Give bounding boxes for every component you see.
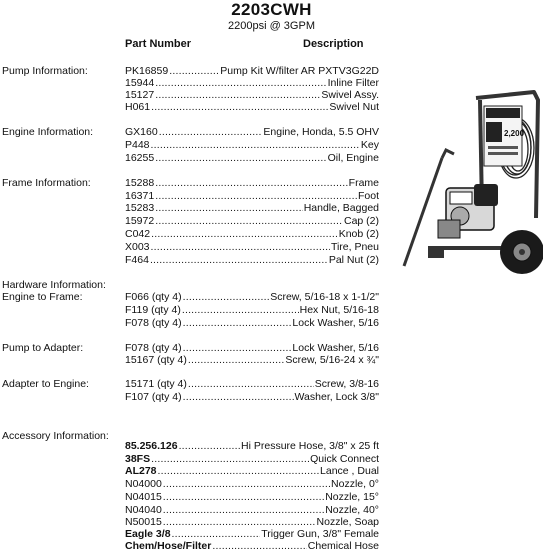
- leader-dots: [179, 440, 240, 453]
- leader-dots: [183, 291, 270, 304]
- part-description: Knob (2): [338, 228, 379, 240]
- leader-dots: [155, 177, 347, 190]
- leader-dots: [158, 465, 320, 478]
- leader-dots: [188, 354, 285, 367]
- part-number: PK16859: [125, 65, 169, 77]
- leader-dots: [155, 152, 326, 165]
- section-label-accessory: Accessory Information:: [2, 430, 109, 442]
- part-description: Pump Kit W/filter AR PXTV3G22D: [220, 65, 379, 77]
- leader-dots: [212, 540, 306, 553]
- leader-dots: [183, 391, 294, 404]
- part-number: 15171 (qty 4): [125, 378, 187, 390]
- part-number: 15944: [125, 77, 155, 89]
- part-number: F066 (qty 4): [125, 291, 182, 303]
- part-description: Cap (2): [343, 215, 379, 227]
- part-number: 85.256.126: [125, 440, 178, 452]
- part-number: Chem/Hose/Filter: [125, 540, 212, 552]
- parts-row: [125, 391, 379, 404]
- part-number: F078 (qty 4): [125, 342, 182, 354]
- parts-row: [125, 202, 379, 215]
- part-description: Nozzle, Soap: [316, 516, 379, 528]
- parts-row: [125, 491, 379, 504]
- leader-dots: [151, 139, 360, 152]
- part-description: Nozzle, 15°: [325, 491, 379, 503]
- part-description: Nozzle, 0°: [331, 478, 379, 490]
- pressure-washer-illustration: [398, 88, 543, 288]
- part-description: Screw, 3/8-16: [314, 378, 379, 390]
- part-number: 38FS: [125, 453, 151, 465]
- part-number: F107 (qty 4): [125, 391, 182, 403]
- part-description: Frame: [348, 177, 379, 189]
- column-header-part-number: Part Number: [125, 38, 192, 50]
- part-description: Screw, 5/16-18 x 1-1/2": [270, 291, 379, 303]
- part-number: N04015: [125, 491, 162, 503]
- part-description: Chemical Hose: [307, 540, 379, 552]
- section-label-frame: Frame Information:: [2, 177, 91, 189]
- leader-dots: [151, 241, 330, 254]
- parts-row: [125, 304, 379, 317]
- section-label-adapter-to-engine: Adapter to Engine:: [2, 378, 89, 390]
- parts-row: [125, 215, 379, 228]
- part-description: Hex Nut, 5/16-18: [299, 304, 379, 316]
- part-number: H061: [125, 101, 151, 113]
- part-description: Washer, Lock 3/8": [294, 391, 379, 403]
- parts-row: [125, 241, 379, 254]
- section-label-engine-to-frame: Engine to Frame:: [2, 291, 83, 303]
- part-description: Quick Connect: [310, 453, 379, 465]
- section-label-hardware: Hardware Information:: [2, 279, 106, 291]
- parts-row: [125, 126, 379, 139]
- part-number: GX160: [125, 126, 158, 138]
- leader-dots: [155, 215, 343, 228]
- parts-row: [125, 465, 379, 478]
- part-number: 15167 (qty 4): [125, 354, 187, 366]
- leader-dots: [163, 491, 324, 504]
- part-description: Nozzle, 40°: [325, 504, 379, 516]
- leader-dots: [188, 378, 314, 391]
- part-description: Lock Washer, 5/16: [292, 342, 379, 354]
- model-spec: 2200psi @ 3GPM: [228, 20, 315, 32]
- leader-dots: [163, 478, 330, 491]
- part-number: 15972: [125, 215, 155, 227]
- part-number: F119 (qty 4): [125, 304, 181, 316]
- part-number: F078 (qty 4): [125, 317, 182, 329]
- part-number: N50015: [125, 516, 162, 528]
- parts-row: [125, 540, 379, 553]
- part-number: 16255: [125, 152, 155, 164]
- part-number: N04040: [125, 504, 162, 516]
- leader-dots: [159, 126, 263, 139]
- decal-text: 2,200: [504, 129, 525, 138]
- column-header-description: Description: [303, 38, 364, 50]
- part-description: Hi Pressure Hose, 3/8" x 25 ft: [241, 440, 379, 452]
- parts-row: [125, 254, 379, 267]
- part-description: Lance , Dual: [320, 465, 379, 477]
- parts-row: [125, 440, 379, 453]
- part-description: Oil, Engine: [327, 152, 379, 164]
- parts-row: [125, 139, 379, 152]
- parts-row: [125, 177, 379, 190]
- leader-dots: [151, 228, 338, 241]
- part-number: P448: [125, 139, 150, 151]
- part-number: Eagle 3/8: [125, 528, 171, 540]
- part-number: N04000: [125, 478, 162, 490]
- part-number: X003: [125, 241, 150, 253]
- part-description: Pal Nut (2): [328, 254, 379, 266]
- part-number: C042: [125, 228, 151, 240]
- part-number: 15288: [125, 177, 155, 189]
- section-label-engine: Engine Information:: [2, 126, 94, 138]
- part-description: Trigger Gun, 3/8" Female: [261, 528, 379, 540]
- part-description: Tire, Pneu: [330, 241, 379, 253]
- part-number: AL278: [125, 465, 157, 477]
- parts-row: [125, 291, 379, 304]
- leader-dots: [182, 304, 299, 317]
- part-description: Engine, Honda, 5.5 OHV: [263, 126, 379, 138]
- model-title: 2203CWH: [231, 0, 312, 19]
- part-description: Swivel Assy.: [321, 89, 379, 101]
- part-description: Swivel Nut: [329, 101, 379, 113]
- part-number: 16371: [125, 190, 155, 202]
- leader-dots: [155, 202, 302, 215]
- section-label-pump-to-adapter: Pump to Adapter:: [2, 342, 84, 354]
- leader-dots: [150, 254, 328, 267]
- parts-row: [125, 478, 379, 491]
- parts-row: [125, 354, 379, 367]
- parts-row: [125, 101, 379, 114]
- part-description: Lock Washer, 5/16: [292, 317, 379, 329]
- part-number: 15127: [125, 89, 155, 101]
- part-description: Foot: [357, 190, 379, 202]
- leader-dots: [151, 101, 328, 114]
- parts-row: [125, 317, 379, 330]
- part-description: Handle, Bagged: [303, 202, 379, 214]
- part-description: Inline Filter: [327, 77, 379, 89]
- parts-row: [125, 152, 379, 165]
- part-description: Screw, 5/16-24 x ¾": [285, 354, 379, 366]
- part-number: F464: [125, 254, 149, 266]
- section-label-pump: Pump Information:: [2, 65, 88, 77]
- parts-row: [125, 378, 379, 391]
- leader-dots: [183, 317, 292, 330]
- part-description: Key: [360, 139, 379, 151]
- parts-row: [125, 228, 379, 241]
- part-number: 15283: [125, 202, 155, 214]
